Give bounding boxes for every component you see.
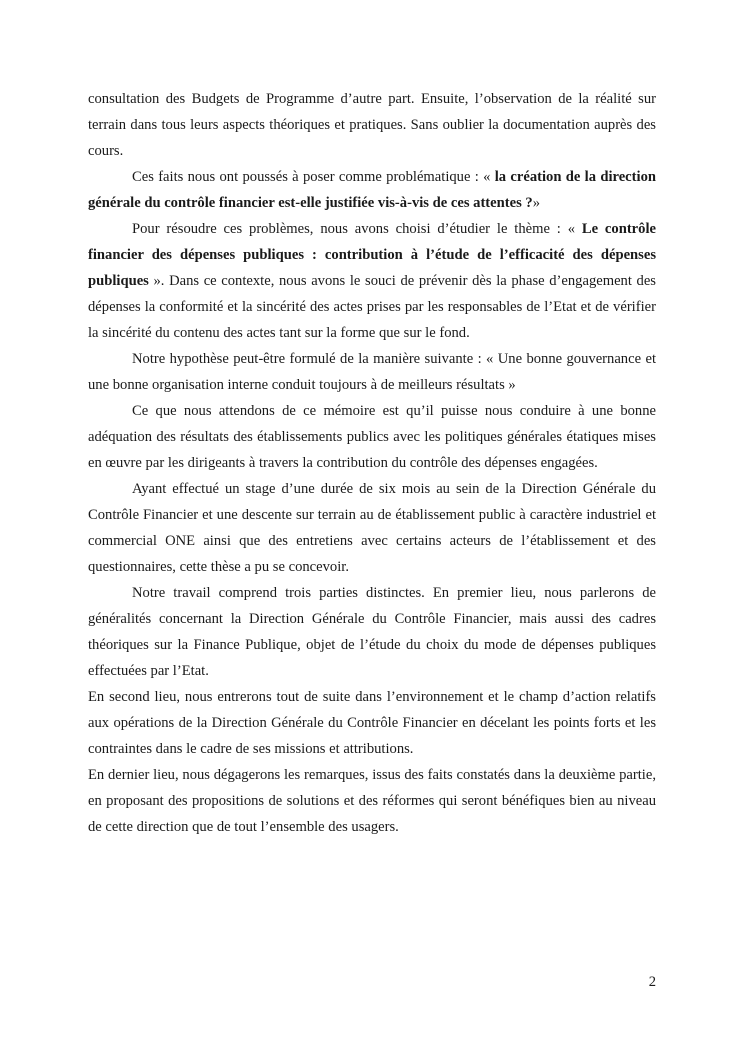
text-run: Notre travail comprend trois parties distinctes. En premier lieu, nous parlerons de généralités concernant la Direction Générale du Contrôle Financier, mais aussi des cadres théoriques sur la Finance Publique, objet de l’étude du choix du mode de dépenses publiques effectuées par l’Etat.	[88, 585, 656, 679]
text-run: Pour résoudre ces problèmes, nous avons choisi d’étudier le thème : «	[132, 221, 582, 237]
text-run: En second lieu, nous entrerons tout de suite dans l’environnement et le champ d’action relatifs aux opérations de la Direction Générale du Contrôle Financier en décelant les points forts et les contraintes dans le cadre de ses missions et attributions.	[88, 689, 656, 757]
page-number: 2	[648, 974, 656, 990]
paragraph	[88, 164, 656, 216]
paragraph	[88, 398, 656, 476]
paragraph	[88, 580, 656, 684]
paragraph	[88, 476, 656, 580]
bold-text-run: Le contrôle financier des dépenses publiques : contribution à l’étude de l’efficacité des dépenses publiques	[88, 221, 656, 289]
text-run: Ayant effectué un stage d’une durée de six mois au sein de la Direction Générale du Contrôle Financier et une descente sur terrain au de établissement public à caractère industriel et commercial ONE ainsi que des entretiens avec certains acteurs de l’établissement et des questionnaires, cette thèse a pu se concevoir.	[88, 481, 656, 575]
paragraph	[88, 86, 656, 164]
text-run: consultation des Budgets de Programme d’autre part. Ensuite, l’observation de la réalité sur terrain dans tous leurs aspects théoriques et pratiques. Sans oublier la documentation auprès des cours.	[88, 91, 656, 159]
body-text	[88, 86, 656, 840]
paragraph	[88, 346, 656, 398]
text-run: En dernier lieu, nous dégagerons les remarques, issus des faits constatés dans la deuxième partie, en proposant des propositions de solutions et des réformes qui seront bénéfiques bien au niveau de cette direction que de tout l’ensemble des usagers.	[88, 767, 656, 835]
text-run: »	[532, 195, 541, 211]
text-run: ». Dans ce contexte, nous avons le souci de prévenir dès la phase d’engagement des dépenses la conformité et la sincérité des actes prises par les responsables de l’Etat et de vérifier la sincérité du contenu des actes tant sur la forme que sur le fond.	[88, 273, 656, 341]
bold-text-run: la création de la direction générale du contrôle financier est-elle justifiée vis-à-vis de ces attentes ?	[88, 169, 656, 211]
paragraph	[88, 684, 656, 762]
text-run: Ce que nous attendons de ce mémoire est qu’il puisse nous conduire à une bonne adéquation des résultats des établissements publics avec les politiques générales étatiques mises en œuvre par les dirigeants à travers la contribution du contrôle des dépenses engagées.	[88, 403, 656, 471]
text-run: Notre hypothèse peut-être formulé de la manière suivante : « Une bonne gouvernance et une bonne organisation interne conduit toujours à de meilleurs résultats »	[88, 351, 656, 393]
paragraph	[88, 216, 656, 346]
paragraph	[88, 762, 656, 840]
text-run: Ces faits nous ont poussés à poser comme problématique : «	[132, 169, 495, 185]
